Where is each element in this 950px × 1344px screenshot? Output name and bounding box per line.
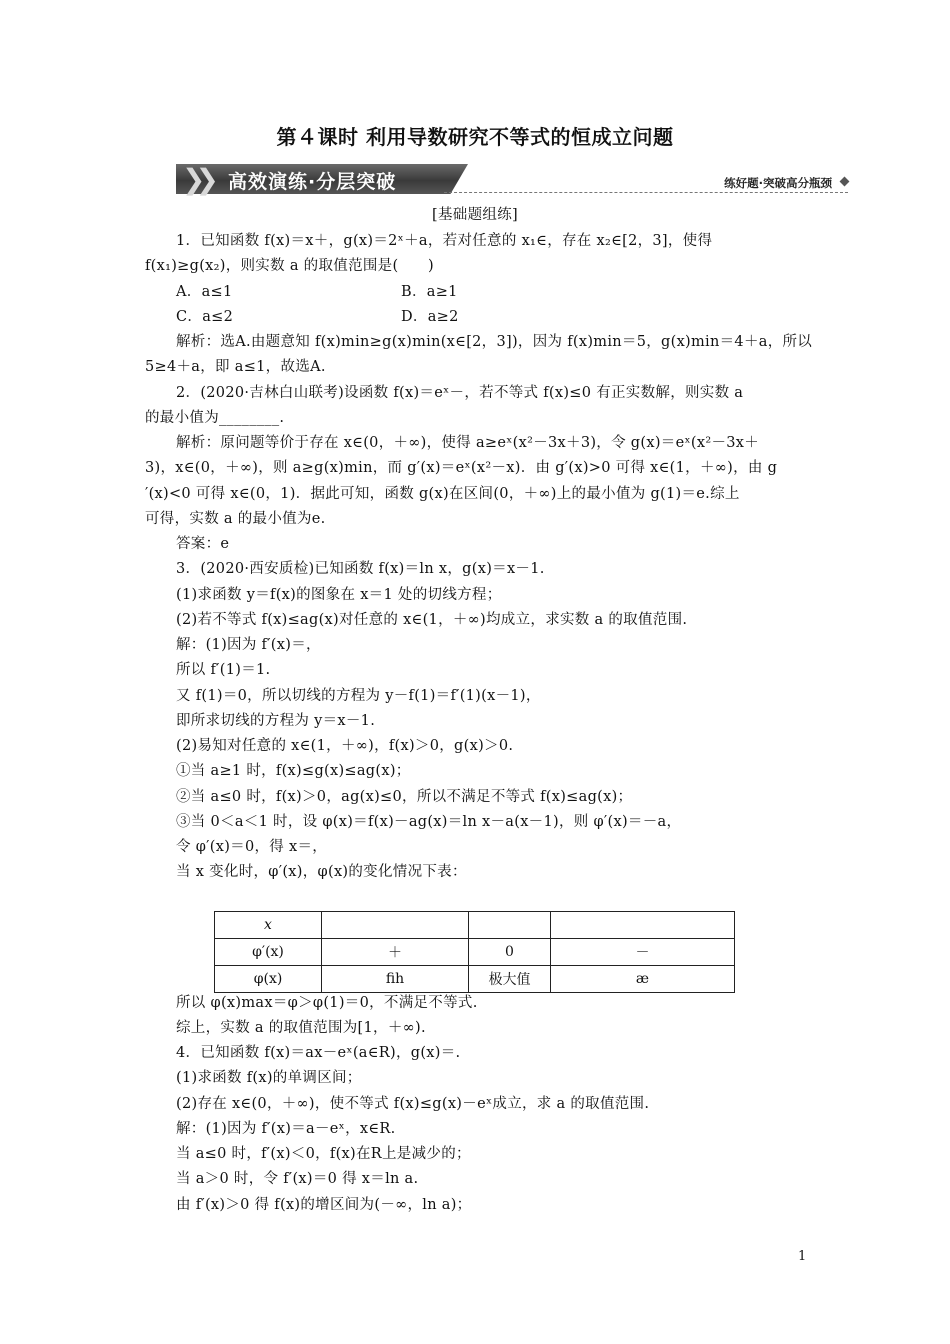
page-title: 第４课时 利用导数研究不等式的恒成立问题 [276,125,674,149]
table-cell: ﬁh [322,966,469,993]
table-cell: 0 [469,939,551,966]
text-line: 可得，实数 a 的最小值为e. [145,511,326,527]
text-line: 解：(1)因为 f′(x)＝， [176,637,321,653]
text-line: 3．(2020·西安质检)已知函数 f(x)＝ln x，g(x)＝x－1. [176,561,545,577]
text-line: 令 φ′(x)＝0，得 x＝， [176,839,328,855]
text-line: ②当 a≤0 时，f(x)＞0，ag(x)≤0，所以不满足不等式 f(x)≤ag(x)； [176,789,633,805]
text-line: 5≥4＋a，即 a≤1，故选A. [145,359,326,375]
text-line: 由 f′(x)＞0 得 f(x)的增区间为(－∞，ln a)； [176,1197,472,1213]
table-cell [469,912,551,939]
text-line: 综上，实数 a 的取值范围为[1，＋∞). [176,1020,426,1036]
text-line: ③当 0＜a＜1 时，设 φ(x)＝f(x)－ag(x)＝ln x－a(x－1)，则 φ′(x)＝－a， [176,814,682,830]
text-line: 3)，x∈(0，＋∞)，则 a≥g(x)min，而 g′(x)＝eˣ(x²－x)．由 g′(x)>0 可得 x∈(1，＋∞)，由 g [145,460,778,476]
option-c: C．a≤2 [176,309,234,325]
text-line: 解析：选A.由题意知 f(x)min≥g(x)min(x∈[2，3])，因为 f(x)min＝5，g(x)min＝4＋a，所以 [176,334,813,350]
text-line: 的最小值为________. [145,410,285,426]
banner-divider [444,192,848,193]
page-number: 1 [798,1249,807,1264]
text-line: 当 a＞0 时，令 f′(x)＝0 得 x＝ln a. [176,1171,419,1187]
text-line: 所以 φ(x)max＝φ＞φ(1)＝0，不满足不等式. [176,995,478,1011]
table-cell: － [551,939,735,966]
text-line: 所以 f′(1)＝1. [176,662,271,678]
text-line: 即所求切线的方程为 y＝x－1. [176,713,376,729]
table-cell: æ [551,966,735,993]
text-line: 解：(1)因为 f′(x)＝a－eˣ，x∈R. [176,1121,396,1137]
option-b: B．a≥1 [401,284,458,300]
section-banner [176,164,850,196]
text-line: 当 x 变化时，φ′(x)，φ(x)的变化情况下表： [176,864,467,880]
table-cell: x [215,912,322,939]
text-line: 答案：e [176,536,230,552]
text-line: 解析：原问题等价于存在 x∈(0，＋∞)，使得 a≥eˣ(x²－3x＋3)，令 g(x)＝eˣ(x²－3x＋ [176,435,760,451]
text-line: (2)易知对任意的 x∈(1，＋∞)，f(x)＞0，g(x)＞0. [176,738,514,754]
table-cell [551,912,735,939]
text-line: f(x₁)≥g(x₂)，则实数 a 的取值范围是( ) [145,258,434,274]
text-line: 1．已知函数 f(x)＝x＋，g(x)＝2ˣ＋a，若对任意的 x₁∈，存在 x₂∈[2，3]，使得 [176,233,713,249]
text-line: (2)存在 x∈(0，＋∞)，使不等式 f(x)≤g(x)－eˣ成立，求 a 的取值范围. [176,1096,650,1112]
table-cell: φ(x) [215,966,322,993]
table-row [215,939,735,966]
table-row [215,966,735,993]
text-line: ′(x)<0 可得 x∈(0，1)．据此可知，函数 g(x)在区间(0，＋∞)上的最小值为 g(1)＝e.综上 [145,486,740,502]
text-line: (2)若不等式 f(x)≤ag(x)对任意的 x∈(1，＋∞)均成立，求实数 a 的取值范围. [176,612,688,628]
banner-right-label: 练好题·突破高分瓶颈 [724,176,832,190]
chevron-right-icon: ❯❯ [182,163,209,196]
text-line: (1)求函数 y＝f(x)的图象在 x＝1 处的切线方程； [176,587,502,603]
text-line: 4．已知函数 f(x)＝ax－eˣ(a∈R)，g(x)＝. [176,1045,461,1061]
table-cell: 极大值 [469,966,551,993]
table-cell: ＋ [322,939,469,966]
text-line: 又 f(1)＝0，所以切线的方程为 y－f(1)＝f′(1)(x－1)， [176,688,541,704]
table-cell [322,912,469,939]
table-cell: φ′(x) [215,939,322,966]
option-d: D．a≥2 [401,309,459,325]
text-line: 当 a≤0 时，f′(x)＜0，f(x)在R上是减少的； [176,1146,471,1162]
option-a: A．a≤1 [176,284,233,300]
text-line: ①当 a≥1 时，f(x)≤g(x)≤ag(x)； [176,763,411,779]
section-heading: [基础题组练] [432,207,518,223]
variation-table [214,911,735,993]
banner-left-label: 高效演练·分层突破 [228,171,397,193]
text-line: 2．(2020·吉林白山联考)设函数 f(x)＝eˣ－，若不等式 f(x)≤0 有正实数解，则实数 a [176,385,744,401]
text-line: (1)求函数 f(x)的单调区间； [176,1070,362,1086]
diamond-icon [840,177,850,187]
table-row [215,912,735,939]
